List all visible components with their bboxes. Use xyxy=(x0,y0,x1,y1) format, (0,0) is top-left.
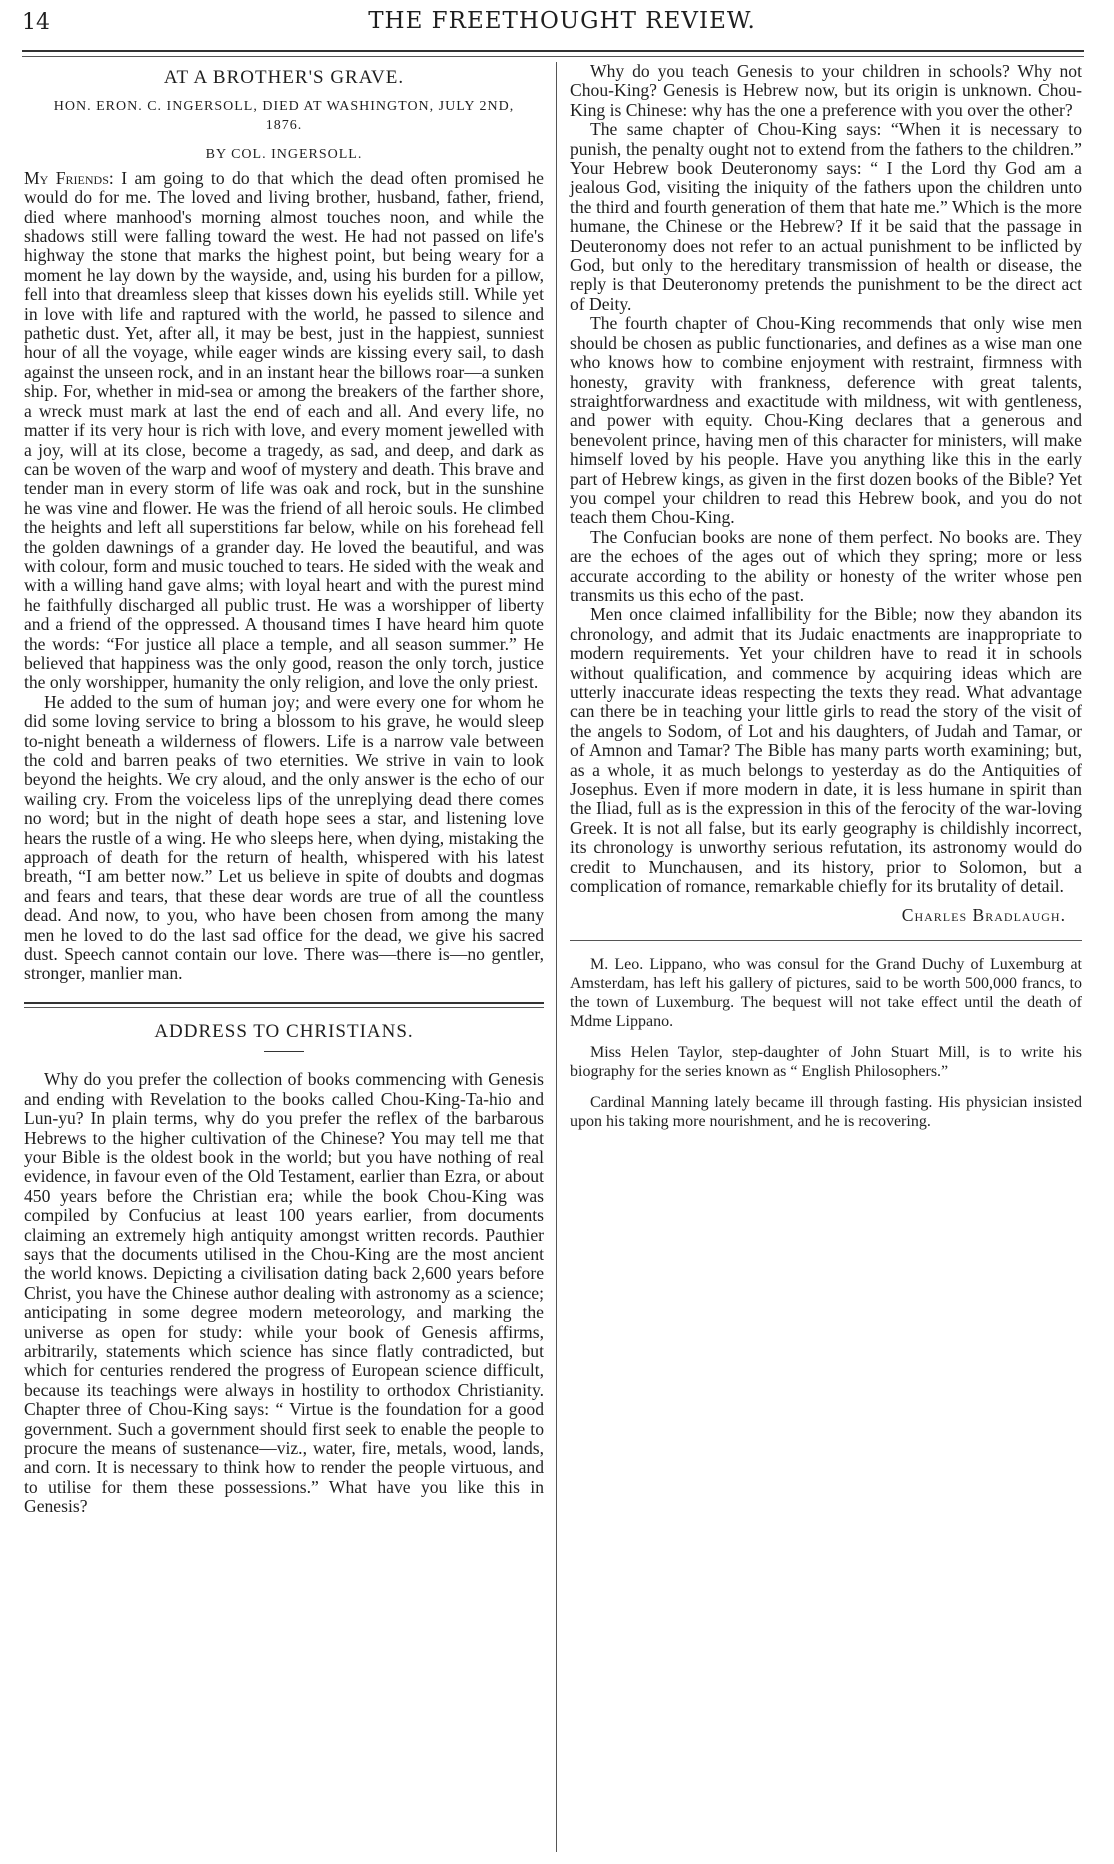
news-item: M. Leo. Lippano, who was consul for the Grand Duchy of Luxemburg at Amsterdam, has left his gallery of pictures, said to be worth 500,000 francs, to the town of Luxemburg. The bequest will not take effect until the death of Mdme Lippano. xyxy=(570,955,1082,1030)
address-paragraph: The Confucian books are none of them perfect. No books are. They are the echoes of the ages out of which they spring; more or less accurate according to the ability or honesty of the writer whose pen transmits us this echo of the past. xyxy=(570,526,1082,605)
address-paragraph: Why do you teach Genesis to your children in schools? Why not Chou-King? Genesis is Hebrew now, but its origin is unknown. Chou-King is Chinese: why has the one a preference with you over the other? xyxy=(570,61,1082,120)
salutation: My Friends xyxy=(24,167,109,188)
grave-paragraph-text: : I am going to do that which the dead often promised he would do for me. The loved and living brother, husband, father, friend, died where manhood's morning almost touches noon, and while the shadows still were falling toward the west. He had not passed on life's highway the stone that marks the highest point, but being weary for a moment he lay down by the wayside, and, using his burden for a pillow, fell into that dreamless sleep that kisses down his eyelids still. While yet in love with life and raptured with the world, he passed to silence and pathetic dust. Yet, after all, it may be best, just in the happiest, sunniest hour of all the voyage, while eager winds are kissing every sail, to dash against the unseen rock, and in an instant hear the billows roar—a sunken ship. For, whether in mid-sea or among the breakers of the farther shore, a wreck must mark at last the end of each and all. And every life, no matter if its very hour is rich with love, and every moment jewelled with a joy, will at its close, become a tragedy, as sad, and deep, and dark as can be woven of the warp and woof of mystery and death. This brave and tender man in every storm of life was oak and rock, but in the sunshine he was vine and flower. He was the friend of all heroic souls. He climbed the heights and left all superstitions far below, while on his forehead fell the golden dawnings of a grander day. He loved the beautiful, and was with colour, form and music touched to tears. He sided with the weak and with a willing hand gave alms; with loyal heart and with the purest mind he faithfully discharged all public trust. He was a worshipper of liberty and a friend of the oppressed. A thousand times I have heard him quote the words: “For justice all place a temple, and all season summer.” He believed that happiness was the only good, reason the only torch, justice the only worshipper, humanity the only religion, and love the only priest. xyxy=(24,167,544,693)
article-title-address: ADDRESS TO CHRISTIANS. xyxy=(154,1020,414,1042)
article-byline: BY COL. INGERSOLL. xyxy=(205,147,363,163)
author-signature: Charles Bradlaugh. xyxy=(901,905,1066,926)
header-rule-thin xyxy=(22,56,1084,57)
address-paragraph: Men once claimed infallibility for the Bible; now they abandon its chronology, and admit that its Judaic enactments are inappropriate to modern requirements. Yet your children have to read it in schools without qualification, and commence by acquiring ideas which are utterly inaccurate ideas respecting the texts they read. What advantage can there be in teaching your little girls to read the story of the visit of the angels to Sodom, of Lot and his daughters, of Judah and Tamar, or of Amnon and Tamar? The Bible has many parts worth examining; but, as a whole, it as much belongs to yesterday as do the Antiquities of Josephus. Even if more modern in date, it is less humane in spirit than the Iliad, full as is the expression in this of the ferocity of the war-loving Greek. It is not all false, but its early geography is childishly incorrect, its chronology is unworthy serious refutation, its astronomy would do credit to Munchausen, and its history, prior to Solomon, but a complication of romance, remarkable chiefly for its brutality of detail. xyxy=(570,604,1082,897)
page-number: 14 xyxy=(22,10,50,35)
running-title: THE FREETHOUGHT REVIEW. xyxy=(368,8,756,34)
grave-paragraph: He added to the sum of human joy; and were every one for whom he did some loving service to bring a blossom to his grave, he would sleep to-night beneath a wilderness of flowers. Life is a narrow vale between the cold and barren peaks of two eternities. We strive in vain to look beyond the heights. We cry aloud, and the only answer is the echo of our wailing cry. From the voiceless lips of the unreplying dead there comes no word; but in the night of death hope sees a star, and listening love hears the rustle of a wing. He who sleeps here, when dying, mistaking the approach of death for the return of health, whispered with his latest breath, “I am better now.” Let us believe in spite of doubts and dogmas and fears and tears, that these dear words are true of all the countless dead. And now, to you, who have been chosen from among the many men he loved to do the last sad office for the dead, we give his sacred dust. Speech cannot contain our love. There was—there is—no gentler, stronger, manlier man. xyxy=(24,691,544,984)
page-header xyxy=(22,4,1102,44)
left-column xyxy=(24,64,544,1517)
news-item: Miss Helen Taylor, step-daughter of John Stuart Mill, is to write his biography for the series known as “ English Philosophers.” xyxy=(570,1043,1082,1080)
address-paragraph: The fourth chapter of Chou-King recommends that only wise men should be chosen as public functionaries, and defines as a wise man one who knows how to combine enjoyment with restraint, firmness with honesty, gravity with frankness, deference with great talents, straightforwardness and exactitude with mildness, wit with gentleness, and power with equity. Chou-King declares that a generous and benevolent prince, having men of this character for ministers, will make himself loved by his people. Have you anything like this in the early part of Hebrew kings, as given in the first dozen books of the Bible? Yet you compel your children to read this Hebrew book, and you do not teach them Chou-King. xyxy=(570,313,1082,528)
title-underline xyxy=(264,1051,304,1052)
grave-paragraph xyxy=(24,169,544,693)
article-title-grave: AT A BROTHER'S GRAVE. xyxy=(163,67,405,88)
address-paragraph: The same chapter of Chou-King says: “When it is necessary to punish, the penalty ought not to extend from the fathers to the children.” Your Hebrew book Deuteronomy says: “ I the Lord thy God am a jealous God, visiting the iniquity of the fathers upon the children unto the third and fourth generation of them that hate me.” Which is the more humane, the Chinese or the Hebrew? If it be said that the passage in Deuteronomy does not refer to an actual punishment to be inflicted by God, but only to the hereditary transmission of health or disease, the reply is that Deuteronomy pretends the punishment to be the direct act of Deity. xyxy=(570,119,1082,314)
news-item: Cardinal Manning lately became ill through fasting. His physician insisted upon his taking more nourishment, and he is recovering. xyxy=(570,1093,1082,1130)
header-rule xyxy=(22,50,1084,52)
news-divider xyxy=(570,940,1082,941)
section-divider-thin xyxy=(24,1007,544,1008)
address-paragraph: Why do you prefer the collection of books commencing with Genesis and ending with Revelation to the books called Chou-King-Ta-hio and Lun-yu? In plain terms, why do you prefer the reflex of the barbarous Hebrews to the higher cultivation of the Chinese? You may tell me that your Bible is the oldest book in the world; but you have nothing of real evidence, in favour even of the Old Testament, earlier than Ezra, or about 450 years before the Christian era; while the book Chou-King was compiled by Confucius at least 100 years earlier, from documents claiming an extremely high antiquity amongst written records. Pauthier says that the documents utilised in the Chou-King are the most ancient the world knows. Depicting a civilisation dating back 2,600 years before Christ, you have the Chinese author dealing with astronomy as a science; anticipating in some degree modern meteorology, and marking the universe as open for study: while your book of Genesis affirms, arbitrarily, statements which science has since flatly contradicted, but which for centuries rendered the progress of European science difficult, because its teachings were always in hostility to orthodox Christianity. Chapter three of Chou-King says: “ Virtue is the foundation for a good government. Such a government should first seek to enable the people to procure the means of sustenance—viz., water, fire, metals, wood, lands, and corn. It is necessary to think how to render the people virtuous, and to utilise for them these possessions.” What have you like this in Genesis? xyxy=(24,1069,544,1517)
section-divider xyxy=(24,1002,544,1004)
right-column xyxy=(570,62,1082,1143)
column-divider xyxy=(556,62,557,1852)
article-subtitle-grave: HON. ERON. C. INGERSOLL, DIED AT WASHINGTON, JULY 2ND, 1876. xyxy=(53,99,515,134)
